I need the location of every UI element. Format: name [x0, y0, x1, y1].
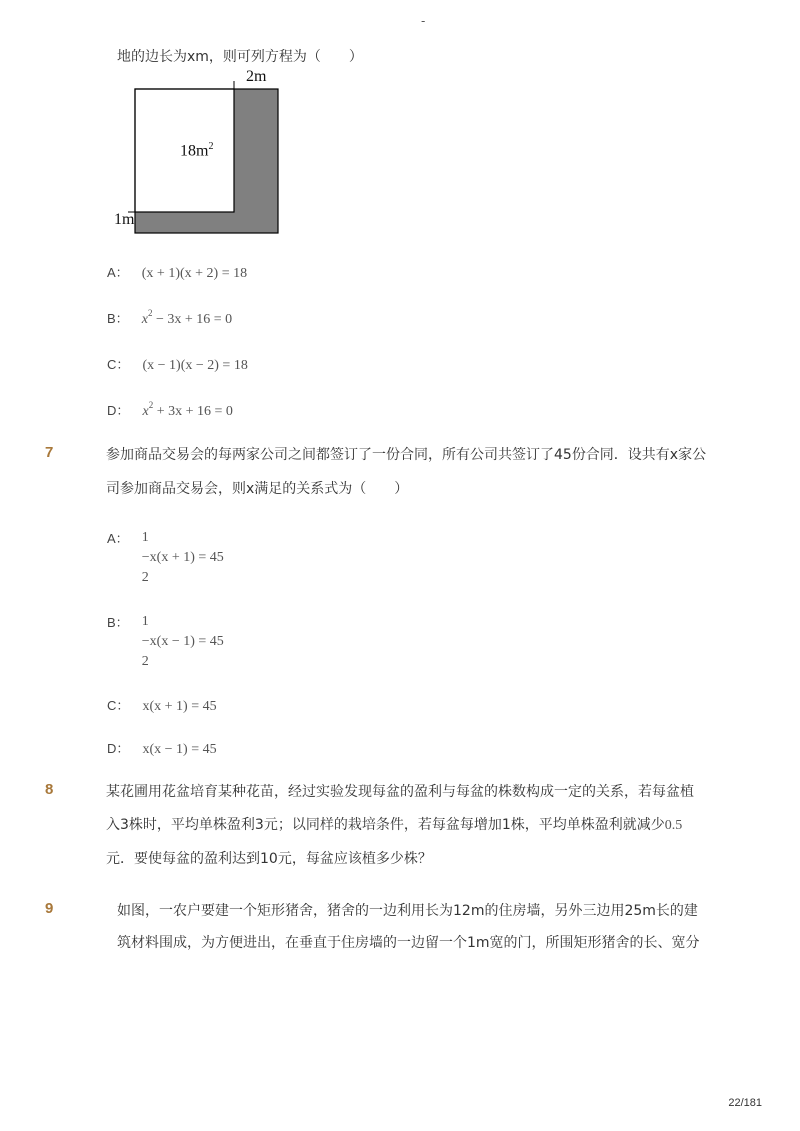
option-expr: (x − 1)(x − 2) = 18	[142, 358, 248, 373]
option-label: A：	[107, 265, 129, 280]
option-expr: −x(x + 1) = 45	[141, 550, 224, 565]
q9-stem-line1: 如图，一农户要建一个矩形猪舍，猪舍的一边利用长为12m的住房墙，另外三边用25m长的建	[117, 903, 698, 919]
q9-stem-line2: 筑材料围成，为方便进出，在垂直于住房墙的一边留一个1m宽的门，所围矩形猪舍的长、宽分	[117, 935, 700, 951]
option-expr: −x(x − 1) = 45	[141, 634, 224, 649]
fraction-denominator: 2	[141, 570, 149, 585]
q6-option-d[interactable]	[107, 400, 233, 420]
question-number: 7	[45, 444, 54, 461]
fraction-numerator: 1	[141, 530, 149, 545]
option-expr: $x^2 - 3x + 16 = 0$	[141, 308, 233, 327]
q6-option-b[interactable]	[107, 308, 232, 328]
question-number: 9	[45, 900, 54, 917]
option-expr: (x + 1)(x + 2) = 18	[141, 266, 248, 281]
option-expr: x(x + 1) = 45	[142, 699, 217, 714]
q7-stem-line1: 参加商品交易会的每两家公司之间都签订了一份合同，所有公司共签订了45份合同．设共有x家公	[106, 447, 707, 463]
q6-option-c[interactable]	[107, 354, 248, 374]
option-label: C：	[107, 698, 130, 713]
q6-stem: 地的边长为xm，则可列方程为（ ）	[117, 49, 363, 65]
q7-stem-line2: 司参加商品交易会，则x满足的关系式为（ ）	[106, 481, 409, 497]
option-expr: x(x − 1) = 45	[142, 742, 217, 757]
option-label: B：	[107, 615, 129, 630]
fraction-numerator: 1	[141, 614, 149, 629]
question-number: 8	[45, 781, 54, 798]
top-dimension-label: 2m	[246, 68, 267, 85]
q8-stem-line2: 入3株时，平均单株盈利3元；以同样的栽培条件，若每盆每增加1株，平均单株盈利就减少0.5	[106, 817, 683, 833]
left-dimension-label: 1m	[114, 211, 135, 228]
q6-figure	[110, 66, 290, 236]
option-label: D：	[107, 403, 130, 418]
option-label: C：	[107, 357, 130, 372]
q6-option-a[interactable]	[107, 262, 247, 282]
fraction-denominator: 2	[141, 654, 149, 669]
page-number: 22/181	[728, 1097, 762, 1109]
q8-stem-line3: 元．要使每盆的盈利达到10元，每盆应该植多少株？	[106, 851, 432, 867]
q7-option-a[interactable]	[107, 528, 224, 588]
option-label: D：	[107, 741, 130, 756]
area-label: $18m^2$	[180, 141, 214, 160]
option-label: A：	[107, 531, 129, 546]
q8-stem-line1: 某花圃用花盆培育某种花苗，经过实验发现每盆的盈利与每盆的株数构成一定的关系，若每盆植	[106, 784, 694, 800]
q7-option-c[interactable]	[107, 695, 217, 715]
option-expr: $x^2 + 3x + 16 = 0$	[142, 400, 233, 419]
option-label: B：	[107, 311, 129, 326]
q7-option-d[interactable]	[107, 738, 217, 758]
header-mark: -	[421, 14, 426, 28]
q7-option-b[interactable]	[107, 612, 224, 672]
